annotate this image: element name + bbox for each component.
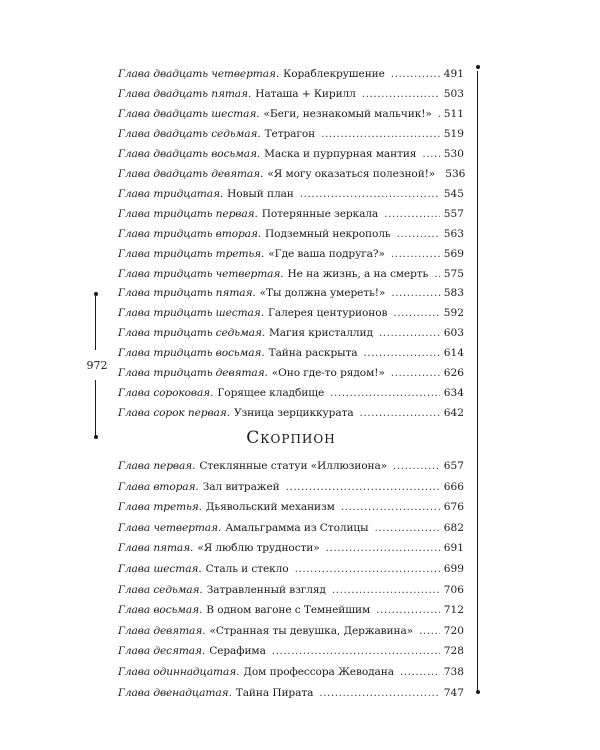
chapter-title: Зал витражей — [202, 480, 280, 493]
chapter-label: Глава седьмая. — [118, 583, 203, 596]
toc-entry — [118, 363, 464, 383]
toc-entry — [118, 477, 464, 497]
section-heading: Скорпион — [246, 428, 336, 448]
chapter-title: Амальграмма из Столицы — [225, 521, 369, 534]
chapter-page-number: 583 — [443, 287, 464, 300]
dot-leader — [295, 559, 440, 579]
folio-upper-rule — [95, 296, 96, 350]
chapter-title: Магия кристаллид — [269, 327, 373, 340]
dot-leader — [376, 600, 440, 620]
chapter-page-number: 536 — [445, 167, 466, 180]
chapter-page-number: 747 — [443, 686, 464, 699]
toc-entry — [118, 283, 464, 303]
chapter-label: Глава четвертая. — [118, 521, 222, 534]
chapter-page-number: 569 — [443, 247, 464, 260]
chapter-page-number: 530 — [443, 147, 464, 160]
chapter-title: Стеклянные статуи «Иллюзиона» — [199, 460, 388, 472]
chapter-label: Глава тридцать пятая. — [118, 287, 256, 300]
dot-leader — [434, 264, 440, 284]
toc-entry — [118, 244, 464, 264]
toc-entry — [118, 323, 464, 343]
chapter-label: Глава сорок первая. — [118, 407, 230, 420]
dot-leader — [419, 621, 440, 641]
chapter-title: Наташа + Кирилл — [255, 87, 356, 100]
toc-entry — [118, 538, 464, 558]
right-vertical-rule — [477, 71, 478, 691]
chapter-label: Глава тридцать седьмая. — [118, 327, 266, 340]
dot-leader — [391, 244, 440, 264]
chapter-label: Глава тридцать восьмая. — [118, 347, 265, 360]
toc-entry — [118, 303, 464, 323]
chapter-page-number: 575 — [443, 267, 464, 280]
chapter-page-number: 728 — [443, 645, 464, 658]
chapter-title: «Оно где-то рядом!» — [271, 367, 385, 380]
chapter-title: Кораблекрушение — [283, 68, 385, 80]
chapter-title: Дом профессора Жеводана — [243, 666, 394, 678]
dot-leader — [326, 538, 440, 558]
chapter-label: Глава сороковая. — [118, 387, 214, 400]
chapter-page-number: 738 — [443, 666, 464, 678]
chapter-title: «Я могу оказаться полезной!» — [267, 167, 436, 180]
dot-leader — [400, 662, 440, 682]
chapter-page-number: 642 — [443, 407, 464, 420]
chapter-label: Глава двадцать шестая. — [118, 107, 260, 120]
chapter-page-number: 712 — [443, 604, 464, 617]
toc-entry — [118, 456, 464, 476]
page-number: 972 — [86, 359, 108, 372]
toc-entry — [118, 343, 464, 363]
toc-entry — [118, 383, 464, 403]
toc-entry — [118, 518, 464, 538]
chapter-title: В одном вагоне с Темнейшим — [206, 604, 371, 617]
dot-leader — [397, 224, 440, 244]
chapter-title: «Странная ты девушка, Державина» — [209, 624, 414, 637]
toc-entry — [118, 64, 464, 84]
toc-entry — [118, 580, 464, 600]
chapter-label: Глава первая. — [118, 460, 196, 472]
chapter-page-number: 720 — [443, 624, 464, 637]
chapter-label: Глава восьмая. — [118, 604, 203, 617]
chapter-label: Глава тридцатая. — [118, 187, 224, 200]
dot-leader — [300, 184, 440, 204]
chapter-page-number: 592 — [443, 307, 464, 320]
chapter-title: «Беги, незнакомый мальчик!» — [263, 107, 432, 120]
toc-entry — [118, 600, 464, 620]
chapter-page-number: 666 — [443, 480, 464, 493]
toc-entry — [118, 264, 464, 284]
chapter-title: Тайна Пирата — [235, 686, 314, 699]
chapter-title: Подземный некрополь — [265, 227, 391, 240]
chapter-page-number: 634 — [443, 387, 464, 400]
toc-entry — [118, 124, 464, 144]
rule-bottom-dot — [476, 690, 480, 694]
chapter-label: Глава тридцать шестая. — [118, 307, 264, 320]
toc-entry — [118, 144, 464, 164]
rule-top-dot — [476, 65, 480, 69]
chapter-page-number: 614 — [443, 347, 464, 360]
dot-leader — [393, 456, 440, 476]
toc-entry — [118, 403, 464, 423]
toc-entry — [118, 204, 464, 224]
dot-leader — [363, 343, 439, 363]
toc-entry — [118, 497, 464, 517]
dot-leader — [321, 124, 440, 144]
chapter-title: Горящее кладбище — [217, 387, 325, 400]
chapter-title: «Где ваша подруга?» — [268, 247, 385, 260]
chapter-title: Дьявольский механизм — [205, 501, 335, 514]
chapter-title: Сталь и стекло — [205, 563, 289, 575]
chapter-page-number: 519 — [443, 127, 464, 140]
dot-leader — [362, 84, 440, 104]
chapter-label: Глава десятая. — [118, 645, 206, 658]
chapter-label: Глава тридцать четвертая. — [118, 267, 284, 280]
dot-leader — [393, 303, 439, 323]
chapter-page-number: 503 — [443, 87, 464, 100]
chapter-title: Тетрагон — [264, 127, 316, 140]
dot-leader — [286, 477, 440, 497]
chapter-label: Глава тридцать первая. — [118, 207, 258, 220]
chapter-title: Новый план — [227, 187, 294, 200]
dot-leader — [422, 144, 439, 164]
dot-leader — [341, 497, 440, 517]
toc-entry — [118, 164, 464, 184]
chapter-label: Глава двадцать четвертая. — [118, 68, 280, 80]
chapter-label: Глава шестая. — [118, 563, 202, 575]
dot-leader — [332, 580, 440, 600]
chapter-page-number: 545 — [443, 187, 464, 200]
dot-leader — [391, 64, 440, 84]
chapter-title: Серафима — [209, 645, 266, 658]
chapter-label: Глава тридцать вторая. — [118, 227, 262, 240]
chapter-label: Глава двадцать седьмая. — [118, 127, 261, 140]
chapter-label: Глава двенадцатая. — [118, 686, 232, 699]
chapter-title: «Я люблю трудности» — [197, 542, 320, 555]
dot-leader — [391, 363, 440, 383]
chapter-page-number: 676 — [443, 501, 464, 514]
chapter-page-number: 657 — [443, 460, 464, 472]
dot-leader — [438, 104, 440, 124]
dot-leader — [360, 403, 440, 423]
toc-entry — [118, 184, 464, 204]
chapter-label: Глава двадцать девятая. — [118, 167, 264, 180]
toc-entry — [118, 84, 464, 104]
chapter-label: Глава вторая. — [118, 480, 199, 493]
toc-entry — [118, 683, 464, 703]
chapter-label: Глава тридцать девятая. — [118, 367, 268, 380]
chapter-page-number: 626 — [443, 367, 464, 380]
toc-entry — [118, 662, 464, 682]
chapter-title: Галерея центурионов — [267, 307, 388, 320]
chapter-label: Глава двадцать пятая. — [118, 87, 252, 100]
dot-leader — [379, 323, 440, 343]
toc-entry — [118, 224, 464, 244]
toc-entry — [118, 641, 464, 661]
toc-entry — [118, 104, 464, 124]
chapter-label: Глава тридцать третья. — [118, 247, 265, 260]
chapter-page-number: 691 — [443, 542, 464, 555]
chapter-page-number: 682 — [443, 521, 464, 534]
chapter-title: Тайна раскрыта — [268, 347, 358, 360]
dot-leader — [272, 641, 440, 661]
chapter-page-number: 491 — [443, 68, 464, 80]
chapter-title: Маска и пурпурная мантия — [264, 147, 417, 160]
chapter-title: Не на жизнь, а на смерть — [287, 267, 429, 280]
chapter-title: Затравленный взгляд — [206, 583, 326, 596]
chapter-label: Глава пятая. — [118, 542, 194, 555]
toc-entry — [118, 559, 464, 579]
chapter-page-number: 603 — [443, 327, 464, 340]
chapter-label: Глава третья. — [118, 501, 202, 514]
chapter-page-number: 563 — [443, 227, 464, 240]
chapter-page-number: 557 — [443, 207, 464, 220]
toc-entry — [118, 621, 464, 641]
dot-leader — [319, 683, 439, 703]
chapter-page-number: 706 — [443, 583, 464, 596]
folio-bottom-dot — [94, 435, 98, 439]
dot-leader — [374, 518, 439, 538]
chapter-label: Глава двадцать восьмая. — [118, 147, 261, 160]
chapter-page-number: 511 — [443, 107, 464, 120]
chapter-label: Глава одиннадцатая. — [118, 666, 240, 678]
chapter-label: Глава девятая. — [118, 624, 206, 637]
chapter-title: Потерянные зеркала — [261, 207, 379, 220]
chapter-page-number: 699 — [443, 563, 464, 575]
chapter-title: Узница зерциккурата — [233, 407, 354, 420]
dot-leader — [384, 204, 440, 224]
folio-lower-rule — [95, 380, 96, 436]
chapter-title: «Ты должна умереть!» — [259, 287, 386, 300]
dot-leader — [391, 283, 439, 303]
dot-leader — [330, 383, 440, 403]
